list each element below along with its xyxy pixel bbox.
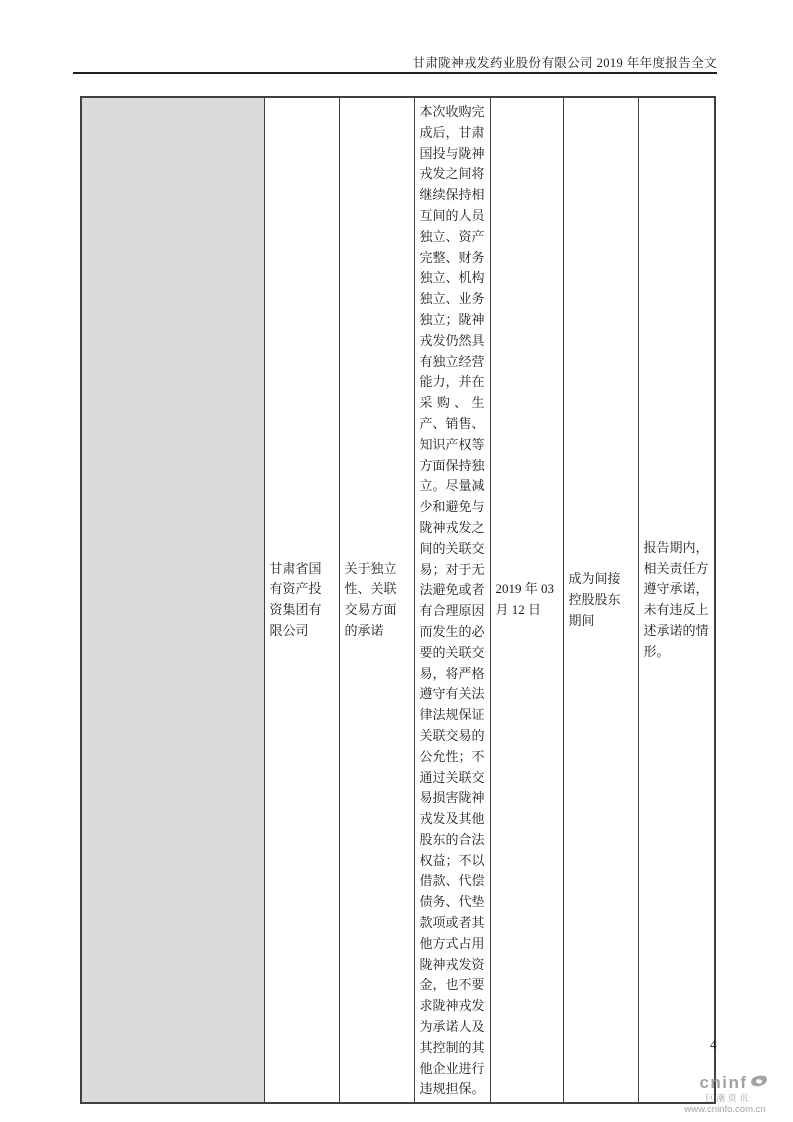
cell-promise-term: 成为间接控股股东期间	[563, 97, 638, 1103]
cell-promise-content: 本次收购完成后，甘肃国投与陇神戎发之间将继续保持相互间的人员独立、资产完整、财务独立、机构独立、业务独立；陇神戎发仍然具有独立经营能力，并在采购、生产、销售、知识产权等方面保持独立。尽量减少和避免与陇神戎发之间的关联交易；对于无法避免或者有合理原因而发生的必要的关联交易，将严格遵守有关法律法规保证关联交易的公允性；不通过关联交易损害陇神戎发及其他股东的合法权益；不以借款、代偿债务、代垫款项或者其他方式占用陇神戎发资金，也不要求陇神戎发为承诺人及其控制的其他企业进行违规担保。	[414, 97, 490, 1103]
cninfo-swirl-icon	[749, 1072, 769, 1094]
cninfo-logo-brand-text: cninf	[699, 1073, 748, 1093]
cell-promise-performance: 报告期内，相关责任方遵守承诺，未有违反上述承诺的情形。	[638, 97, 715, 1103]
cell-promise-type: 关于独立性、关联交易方面的承诺	[339, 97, 414, 1103]
cninfo-logo	[665, 1074, 785, 1115]
page-number: 4	[710, 1037, 717, 1052]
cninfo-logo-url: www.cninfo.com.cn	[684, 1103, 766, 1115]
table-row	[81, 97, 715, 1103]
report-header-title: 甘肃陇神戎发药业股份有限公司 2019 年年度报告全文	[412, 56, 717, 70]
cninfo-logo-brand-row	[683, 1074, 785, 1094]
cell-promise-date: 2019 年 03 月 12 日	[490, 97, 563, 1103]
header-rule	[73, 72, 717, 74]
commitments-table	[80, 96, 716, 1104]
cell-spacer	[81, 97, 264, 1103]
cell-promisor: 甘肃省国有资产投资集团有限公司	[264, 97, 339, 1103]
cninfo-logo-caption: 巨潮资讯	[704, 1092, 751, 1103]
